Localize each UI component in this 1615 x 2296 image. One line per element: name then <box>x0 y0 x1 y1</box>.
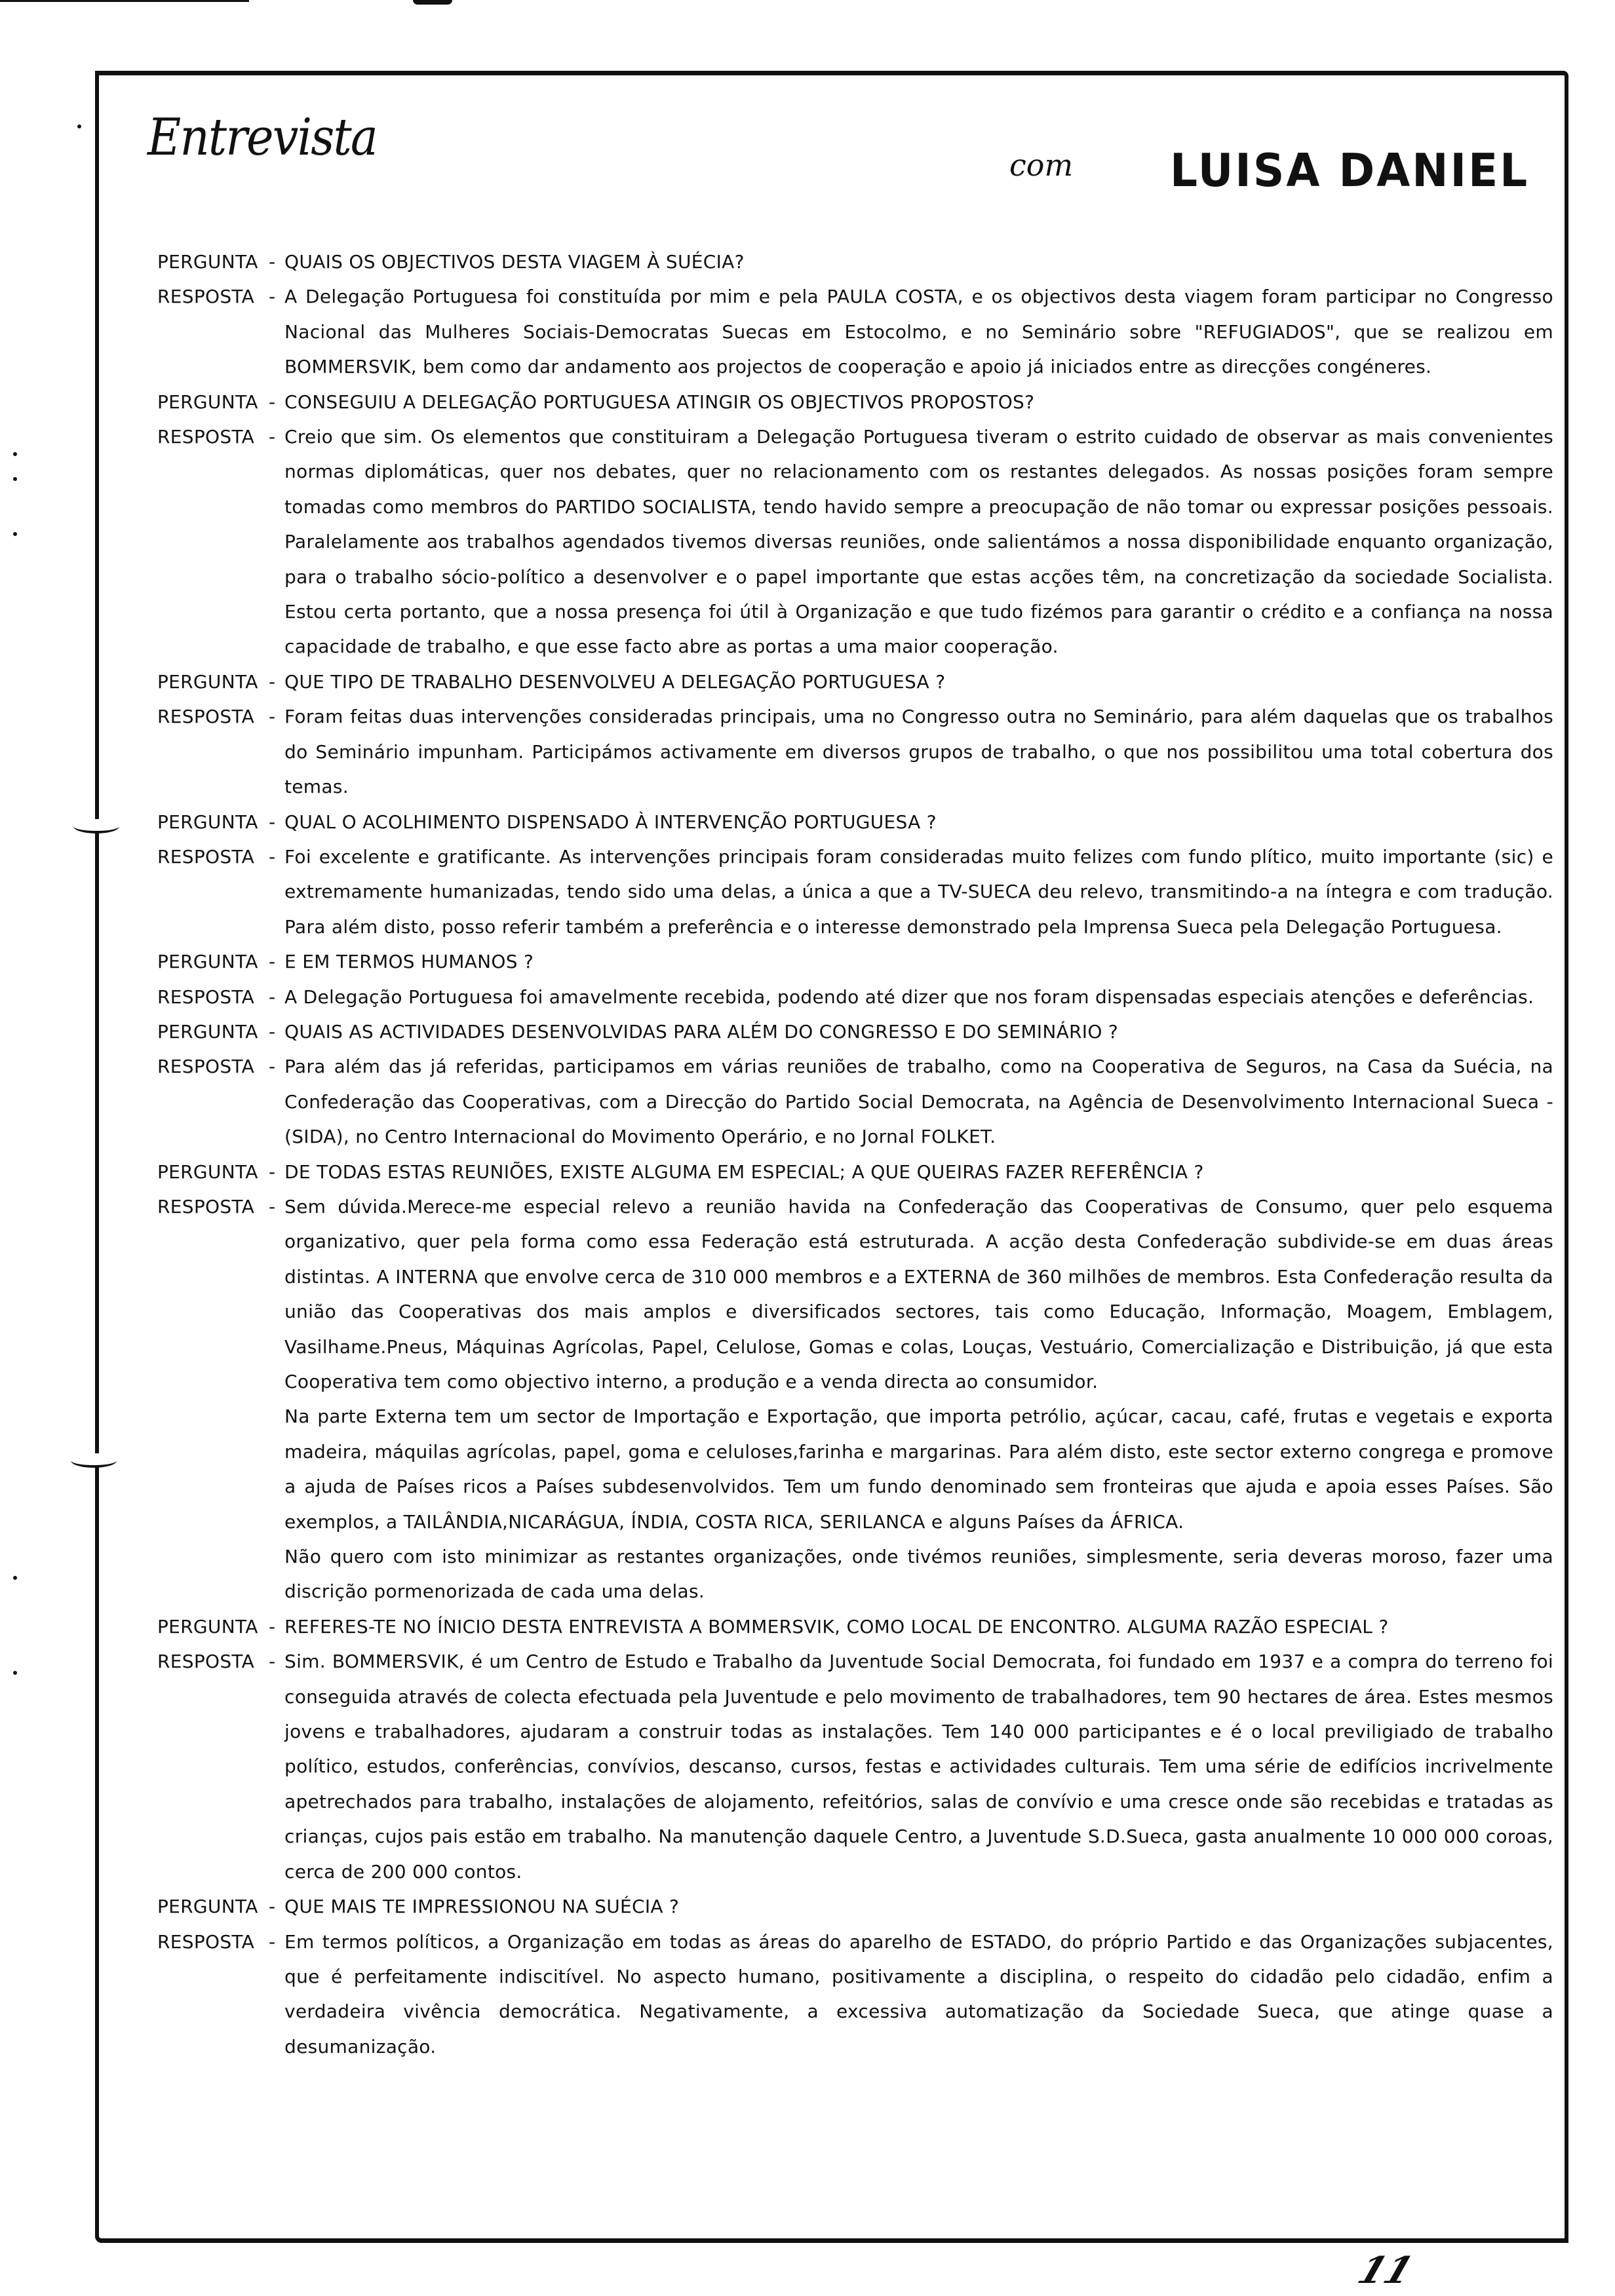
separator: - <box>269 811 276 833</box>
answer-label: RESPOSTA <box>157 845 255 868</box>
margin-dot <box>77 124 81 128</box>
answer-label: RESPOSTA <box>157 985 255 1008</box>
margin-dot <box>13 1576 17 1580</box>
separator: - <box>269 670 276 693</box>
separator: - <box>269 1160 276 1183</box>
separator: - <box>269 286 276 308</box>
answer-label: RESPOSTA <box>157 1651 255 1673</box>
margin-dot <box>13 452 17 456</box>
question-row <box>157 805 1553 839</box>
answer-text: Foi excelente e gratificante. As intervenções principais foram consideradas muito felizes com fundo plítico, muito importante (sic) e extremamente humanizadas, tendo sido uma delas, a única a que a TV-SUECA deu relevo, transmitindo-a na íntegra e com tradução. Para além disto, posso referir também a preferência e o interesse demonstrado pela Imprensa Sueca pela Delegação Portuguesa. <box>284 845 1553 938</box>
answer-label: RESPOSTA <box>157 1195 255 1217</box>
separator: - <box>269 1615 276 1637</box>
question-text: QUAL O ACOLHIMENTO DISPENSADO À INTERVENÇÃO PORTUGUESA ? <box>284 811 937 833</box>
question-label: PERGUNTA <box>157 391 258 413</box>
question-label: PERGUNTA <box>157 670 258 693</box>
answer-label: RESPOSTA <box>157 706 255 728</box>
answer-row <box>157 1644 1553 1889</box>
scan-edge-line <box>0 0 249 2</box>
question-row <box>157 1014 1553 1049</box>
answer-text: Para além das já referidas, participamos em várias reuniões de trabalho, como na Cooperativa de Seguros, na Casa da Suécia, na Confederação das Cooperativas, com a Direcção do Partido Social Democrata, na Agência de Desenvolvimento Internacional Sueca - (SIDA), no Centro Internacional do Movimento Operário, e no Jornal FOLKET. <box>284 1056 1553 1148</box>
answer-text: A Delegação Portuguesa foi constituída por mim e pela PAULA COSTA, e os objectivos desta viagem foram participar no Congresso Nacional das Mulheres Sociais-Democratas Suecas em Estocolmo, e no Seminário sobre "REFUGIADOS", que se realizou em BOMMERSVIK, bem como dar andamento aos projectos de cooperação e apoio já iniciados entre as direcções congéneres. <box>284 286 1553 378</box>
question-label: PERGUNTA <box>157 1020 258 1043</box>
answer-text: Creio que sim. Os elementos que constituiram a Delegação Portuguesa tiveram o estrito cuidado de observar as mais convenientes normas diplomáticas, quer nos debates, quer no relacionamento com os restantes delegados. As nossas posições foram sempre tomadas como membros do PARTIDO SOCIALISTA, tendo havido sempre a preocupação de não tomar ou expressar posições pessoais. Paralelamente aos trabalhos agendados tivemos diversas reuniões, onde salientámos a nossa disponibilidade enquanto organização, para o trabalho sócio-político a desenvolver e o papel importante que estas acções têm, na concretização da sociedade Socialista. Estou certa portanto, que a nossa presença foi útil à Organização e que tudo fizémos para garantir o crédito e a confiança na nossa capacidade de trabalho, e que esse facto abre as portas a uma maior cooperação. <box>284 426 1553 658</box>
answer-row <box>157 279 1553 384</box>
page-number: 11 <box>1352 2249 1419 2292</box>
separator: - <box>269 426 276 448</box>
question-text: QUAIS OS OBJECTIVOS DESTA VIAGEM À SUÉCIA? <box>284 251 745 273</box>
separator: - <box>269 1896 276 1918</box>
separator: - <box>269 845 276 868</box>
answer-label: RESPOSTA <box>157 1930 255 1953</box>
question-text: QUE MAIS TE IMPRESSIONOU NA SUÉCIA ? <box>284 1896 680 1918</box>
separator: - <box>269 985 276 1008</box>
answer-row <box>157 699 1553 804</box>
scan-artifact <box>413 0 452 5</box>
separator: - <box>269 706 276 728</box>
question-row <box>157 1155 1553 1189</box>
answer-row <box>157 980 1553 1014</box>
answer-row <box>157 1189 1553 1399</box>
answer-paragraph: Na parte Externa tem um sector de Importação e Exportação, que importa petrólio, açúcar, cacau, café, frutas e vegetais e exporta madeira, máquilas agrícolas, papel, goma e celuloses,farinha e margarinas. Para além disto, este sector externo congrega e promove a ajuda de Países ricos a Países subdesenvolvidos. Tem um fundo denominado sem fronteiras que ajuda e apoia esses Países. São exemplos, a TAILÂNDIA,NICARÁGUA, ÍNDIA, COSTA RICA, SERILANCA e alguns Países da ÁFRICA. <box>284 1406 1553 1533</box>
question-row <box>157 1889 1553 1924</box>
answer-text: Sim. BOMMERSVIK, é um Centro de Estudo e Trabalho da Juventude Social Democrata, foi fundado em 1937 e a compra do terreno foi conseguida através de colecta efectuada pela Juventude e pelo movimento de trabalhadores, tem 90 hectares de área. Estes mesmos jovens e trabalhadores, ajudaram a construir todas as instalações. Tem 140 000 participantes e é o local previligiado de trabalho político, estudos, conferências, convívios, descanso, cursos, festas e actividades culturais. Tem uma série de edifícios incrivelmente apetrechados para trabalho, instalações de alojamento, refeitórios, salas de convívio e uma cresce onde são recebidas e tratadas as crianças, cujos pais estão em trabalho. Na manutenção daquele Centro, a Juventude S.D.Sueca, gasta anualmente 10 000 000 coroas, cerca de 200 000 contos. <box>284 1651 1553 1883</box>
question-label: PERGUNTA <box>157 251 258 273</box>
answer-row <box>157 419 1553 664</box>
question-label: PERGUNTA <box>157 1615 258 1637</box>
question-row <box>157 244 1553 279</box>
answer-text: Foram feitas duas intervenções consideradas principais, uma no Congresso outra no Seminário, para além daquelas que os trabalhos do Seminário impunham. Participámos activamente em diversos grupos de trabalho, o que nos possibilitou uma total cobertura dos temas. <box>284 706 1553 798</box>
answer-text: Sem dúvida.Merece-me especial relevo a reunião havida na Confederação das Cooperativas de Consumo, quer pelo esquema organizativo, quer pela forma como essa Federação está estruturada. A acção desta Confederação subdivide-se em duas áreas distintas. A INTERNA que envolve cerca de 310 000 membros e a EXTERNA de 360 milhões de membros. Esta Confederação resulta da união das Cooperativas dos mais amplos e diversificados sectores, tais como Educação, Informação, Moagem, Emblagem, Vasilhame.Pneus, Máquinas Agrícolas, Papel, Celulose, Gomas e colas, Louças, Vestuário, Comercialização e Distribuição, já que esta Cooperativa tem como objectivo interno, a produção e a venda directa ao consumidor. <box>284 1195 1553 1392</box>
interviewee-name: LUISA DANIEL <box>1170 144 1530 197</box>
question-text: QUE TIPO DE TRABALHO DESENVOLVEU A DELEGAÇÃO PORTUGUESA ? <box>284 670 946 693</box>
section-title-script: Entrevista <box>147 108 377 167</box>
question-label: PERGUNTA <box>157 1160 258 1183</box>
question-label: PERGUNTA <box>157 811 258 833</box>
separator: - <box>269 1651 276 1673</box>
question-text: E EM TERMOS HUMANOS ? <box>284 951 534 973</box>
answer-row <box>157 1049 1553 1154</box>
separator: - <box>269 1056 276 1078</box>
punch-hole-mark <box>71 1453 117 1468</box>
answer-label: RESPOSTA <box>157 426 255 448</box>
header-connector: com <box>1009 147 1074 183</box>
margin-dot <box>13 532 17 536</box>
separator: - <box>269 1930 276 1953</box>
interview-body <box>157 244 1553 2064</box>
question-row <box>157 385 1553 419</box>
answer-label: RESPOSTA <box>157 286 255 308</box>
separator: - <box>269 951 276 973</box>
question-text: REFERES-TE NO ÍNICIO DESTA ENTREVISTA A BOMMERSVIK, COMO LOCAL DE ENCONTRO. ALGUMA RAZÃO ESPECIAL ? <box>284 1615 1389 1637</box>
separator: - <box>269 251 276 273</box>
separator: - <box>269 1020 276 1043</box>
answer-row <box>157 839 1553 944</box>
answer-text: Em termos políticos, a Organização em todas as áreas do aparelho de ESTADO, do próprio Partido e das Organizações subjacentes, que é perfeitamente indiscitível. No aspecto humano, positivamente a disciplina, o respeito do cidadão pelo cidadão, enfim a verdadeira vivência democrática. Negativamente, a excessiva automatização da Sociedade Sueca, que atinge quase a desumanização. <box>284 1930 1553 2057</box>
question-text: CONSEGUIU A DELEGAÇÃO PORTUGUESA ATINGIR OS OBJECTIVOS PROPOSTOS? <box>284 391 1035 413</box>
question-row <box>157 944 1553 979</box>
margin-dot <box>13 1671 17 1675</box>
answer-paragraph: Não quero com isto minimizar as restantes organizações, onde tivémos reuniões, simplesmente, seria deveras moroso, fazer uma discrição pormenorizada de cada uma delas. <box>284 1546 1553 1603</box>
question-row <box>157 1609 1553 1644</box>
question-text: QUAIS AS ACTIVIDADES DESENVOLVIDAS PARA ALÉM DO CONGRESSO E DO SEMINÁRIO ? <box>284 1020 1119 1043</box>
answer-row <box>157 1924 1553 2065</box>
question-text: DE TODAS ESTAS REUNIÕES, EXISTE ALGUMA EM ESPECIAL; A QUE QUEIRAS FAZER REFERÊNCIA ? <box>284 1160 1204 1183</box>
question-row <box>157 664 1553 699</box>
separator: - <box>269 391 276 413</box>
margin-dot <box>13 477 17 481</box>
question-label: PERGUNTA <box>157 951 258 973</box>
punch-hole-mark <box>73 819 119 833</box>
question-label: PERGUNTA <box>157 1896 258 1918</box>
answer-text: A Delegação Portuguesa foi amavelmente recebida, podendo até dizer que nos foram dispensadas especiais atenções e deferências. <box>284 985 1534 1008</box>
answer-label: RESPOSTA <box>157 1056 255 1078</box>
separator: - <box>269 1195 276 1217</box>
